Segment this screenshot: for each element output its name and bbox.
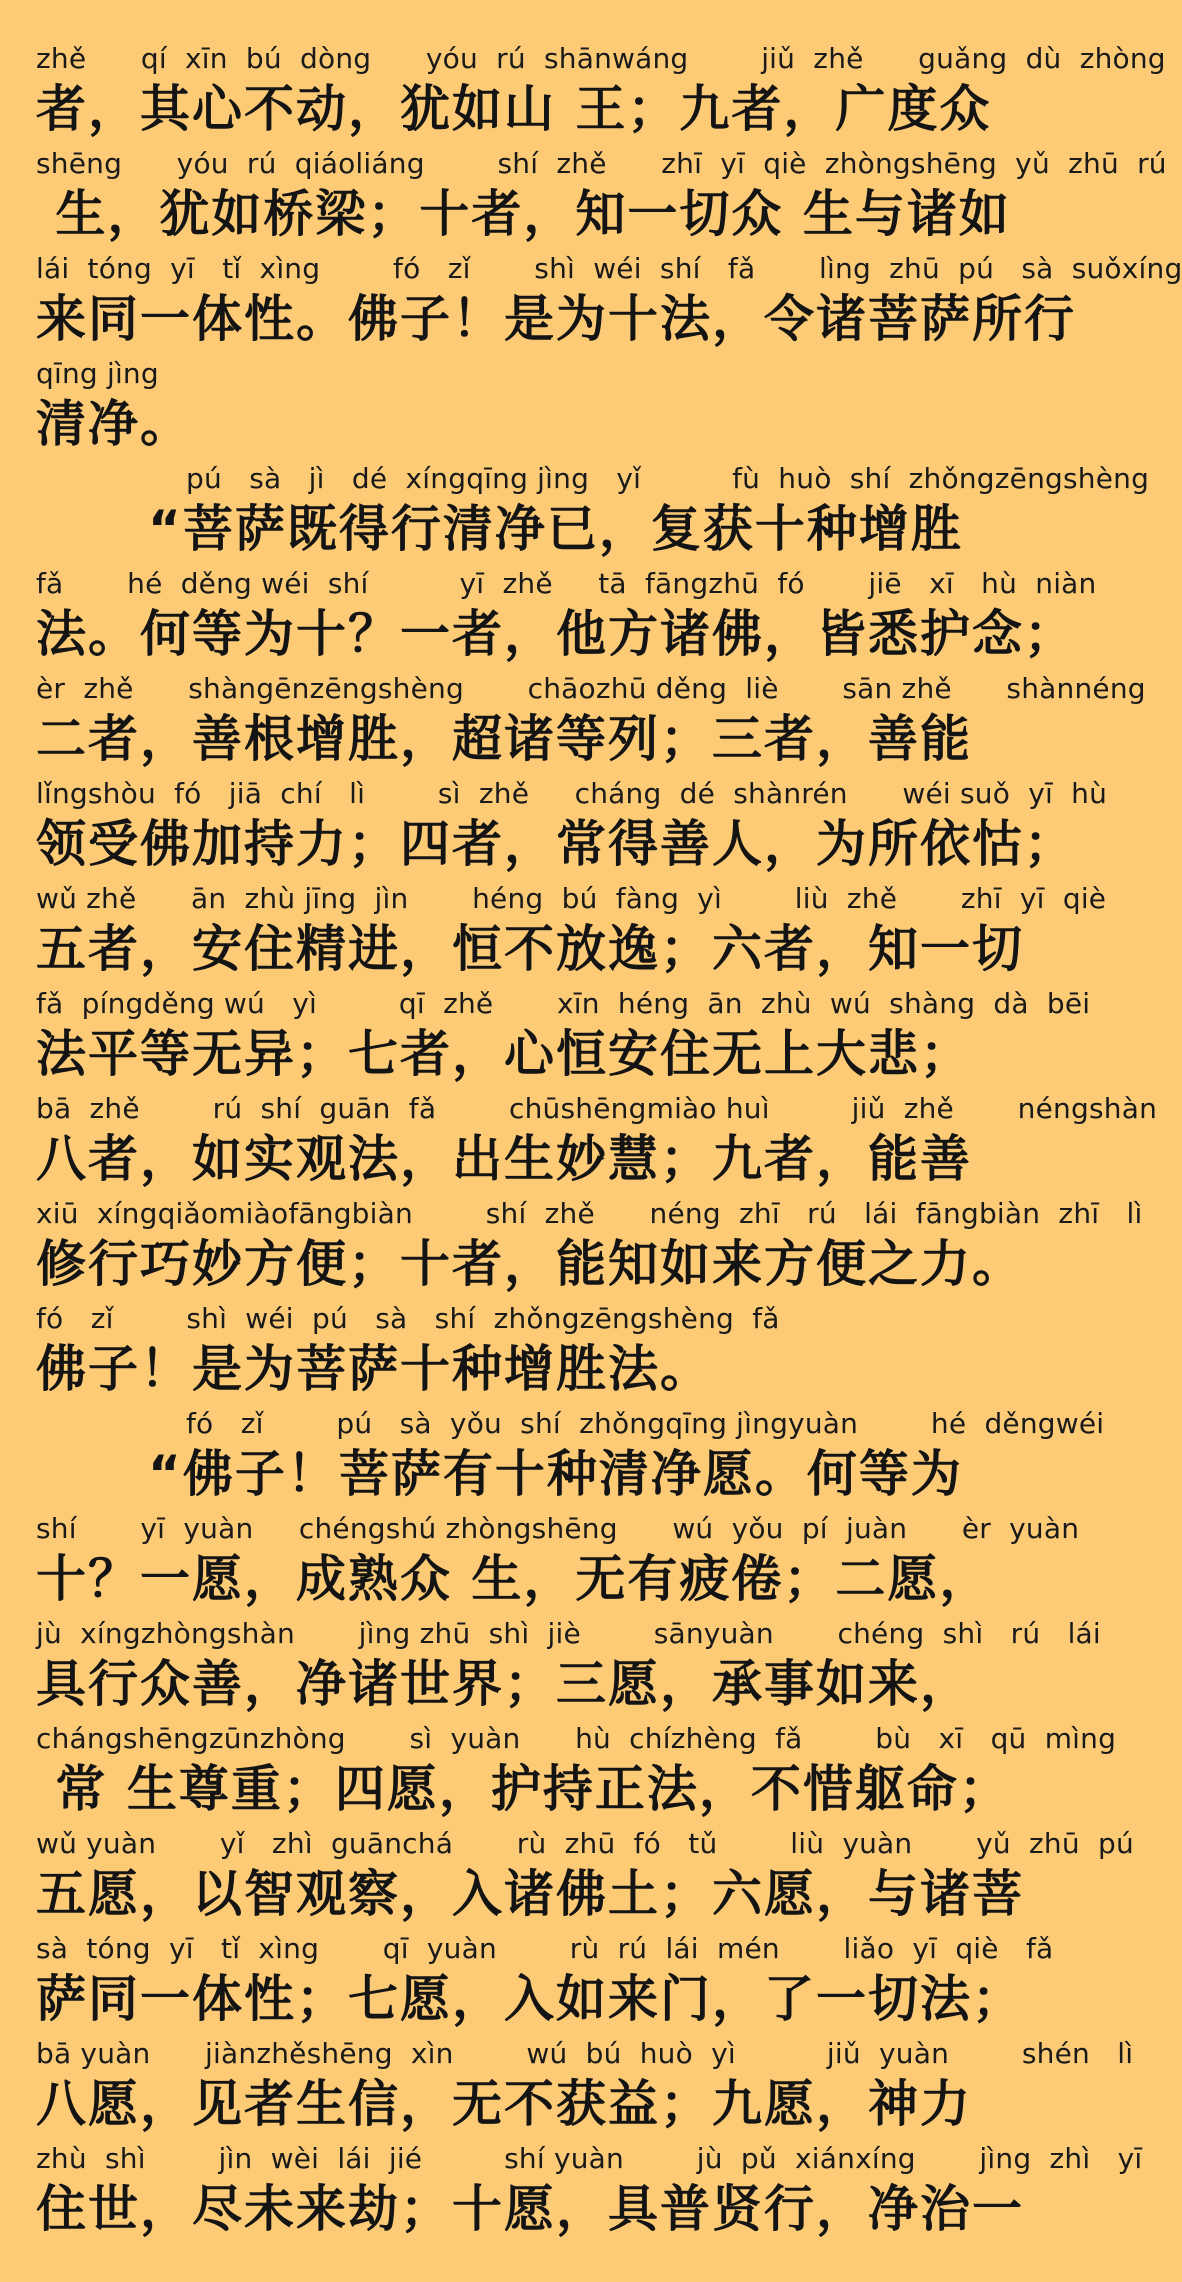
text-line: [36, 250, 1182, 355]
pinyin-line: lái tóng yī tǐ xìng fó zǐ shì wéi shí fǎ lìng zhū pú sà suǒxíng: [36, 252, 1182, 285]
pinyin-line: zhù shì jìn wèi lái jié shí yuàn jù pǔ xiánxíng jìng zhì yī: [36, 2142, 1143, 2175]
pinyin-line: shēng yóu rú qiáoliáng shí zhě zhī yī qiè zhòngshēng yǔ zhū rú: [36, 147, 1167, 180]
hanzi-line: 萨同一体性；七愿，入如来门，了一切法；: [36, 1970, 1024, 2028]
pinyin-line: zhě qí xīn bú dòng yóu rú shānwáng jiǔ zhě guǎng dù zhòng: [36, 42, 1166, 75]
text-line: [36, 2140, 1143, 2245]
hanzi-line: 者，其心不动，犹如山 王；九者，广度众: [36, 80, 992, 138]
paragraph-start-line: [36, 1405, 1105, 1510]
hanzi-line: 五愿，以智观察，入诸佛土；六愿，与诸菩: [36, 1865, 1024, 1923]
pinyin-line: qīng jìng: [36, 357, 159, 390]
text-line: [36, 1090, 1158, 1195]
text-line: [36, 880, 1107, 985]
pinyin-line: èr zhě shàngēnzēngshèng chāozhū děng liè sān zhě shànnéng: [36, 672, 1146, 705]
text-line: [36, 565, 1097, 670]
text-line: [36, 1300, 1044, 1405]
hanzi-line: 八者，如实观法，出生妙慧；九者，能善: [36, 1130, 972, 1188]
paragraph-start-line: [36, 460, 1150, 565]
pinyin-line: fǎ hé děng wéi shí yī zhě tā fāngzhū fó jiē xī hù niàn: [36, 567, 1097, 600]
hanzi-line: 十？一愿，成熟众 生，无有疲倦；二愿，: [36, 1550, 992, 1608]
pinyin-line: wǔ zhě ān zhù jīng jìn héng bú fàng yì liù zhě zhī yī qiè: [36, 882, 1107, 915]
text-line: [36, 1510, 1080, 1615]
pinyin-line: fǎ píngděng wú yì qī zhě xīn héng ān zhù wú shàng dà bēi: [36, 987, 1091, 1020]
hanzi-line: 来同一体性。佛子！是为十法，令诸菩萨所行: [36, 290, 1076, 348]
hanzi-line: 清净。: [36, 395, 192, 453]
pinyin-line: bā yuàn jiànzhěshēng xìn wú bú huò yì jiǔ yuàn shén lì: [36, 2037, 1134, 2070]
pinyin-line: chángshēngzūnzhòng sì yuàn hù chízhèng fǎ bù xī qū mìng: [36, 1722, 1117, 1755]
hanzi-line: 法。何等为十？一者，他方诸佛，皆悉护念；: [36, 605, 1076, 663]
hanzi-line: “佛子！菩萨有十种清净愿。何等为: [148, 1445, 963, 1503]
pinyin-line: pú sà jì dé xíngqīng jìng yǐ fù huò shí zhǒngzēngshèng: [186, 462, 1150, 495]
hanzi-line: 住世，尽未来劫；十愿，具普贤行，净治一: [36, 2180, 1024, 2238]
pinyin-line: fó zǐ shì wéi pú sà shí zhǒngzēngshèng fǎ: [36, 1302, 780, 1335]
text-line: [36, 2035, 1134, 2140]
hanzi-line: 修行巧妙方便；十者，能知如来方便之力。: [36, 1235, 1024, 1293]
hanzi-line: “菩萨既得行清净已，复获十种增胜: [148, 500, 963, 558]
pinyin-line: shí yī yuàn chéngshú zhòngshēng wú yǒu pí juàn èr yuàn: [36, 1512, 1080, 1545]
hanzi-line: 常 生尊重；四愿，护持正法，不惜躯命；: [36, 1760, 1011, 1818]
text-line: [36, 775, 1108, 880]
text-line: [36, 670, 1146, 775]
text-line: [36, 1930, 1054, 2035]
hanzi-line: 八愿，见者生信，无不获益；九愿，神力: [36, 2075, 972, 2133]
text-line: [36, 1195, 1143, 1300]
pinyin-line: wǔ yuàn yǐ zhì guānchá rù zhū fó tǔ liù yuàn yǔ zhū pú: [36, 1827, 1134, 1860]
pinyin-line: fó zǐ pú sà yǒu shí zhǒngqīng jìngyuàn hé děngwéi: [186, 1407, 1105, 1440]
pinyin-line: bā zhě rú shí guān fǎ chūshēngmiào huì jiǔ zhě néngshàn: [36, 1092, 1158, 1125]
hanzi-line: 法平等无异；七者，心恒安住无上大悲；: [36, 1025, 972, 1083]
hanzi-line: 五者，安住精进，恒不放逸；六者，知一切: [36, 920, 1024, 978]
text-line: [36, 1825, 1134, 1930]
text-line: [36, 1720, 1117, 1825]
hanzi-line: 具行众善，净诸世界；三愿，承事如来，: [36, 1655, 972, 1713]
hanzi-line: 生，犹如桥梁；十者，知一切众 生与诸如: [36, 185, 1011, 243]
pinyin-line: lǐngshòu fó jiā chí lì sì zhě cháng dé shànrén wéi suǒ yī hù: [36, 777, 1108, 810]
pinyin-line: jù xíngzhòngshàn jìng zhū shì jiè sānyuàn chéng shì rú lái: [36, 1617, 1101, 1650]
hanzi-line: 领受佛加持力；四者，常得善人，为所依怙；: [36, 815, 1076, 873]
pinyin-line: sà tóng yī tǐ xìng qī yuàn rù rú lái mén liǎo yī qiè fǎ: [36, 1932, 1054, 1965]
text-line: [36, 355, 1044, 460]
text-line: [36, 985, 1091, 1090]
text-line: [36, 145, 1167, 250]
hanzi-line: 佛子！是为菩萨十种增胜法。: [36, 1340, 712, 1398]
pinyin-line: xiū xíngqiǎomiàofāngbiàn shí zhě néng zhī rú lái fāngbiàn zhī lì: [36, 1197, 1143, 1230]
hanzi-line: 二者，善根增胜，超诸等列；三者，善能: [36, 710, 972, 768]
text-line: [36, 1615, 1101, 1720]
text-line: [36, 40, 1166, 145]
